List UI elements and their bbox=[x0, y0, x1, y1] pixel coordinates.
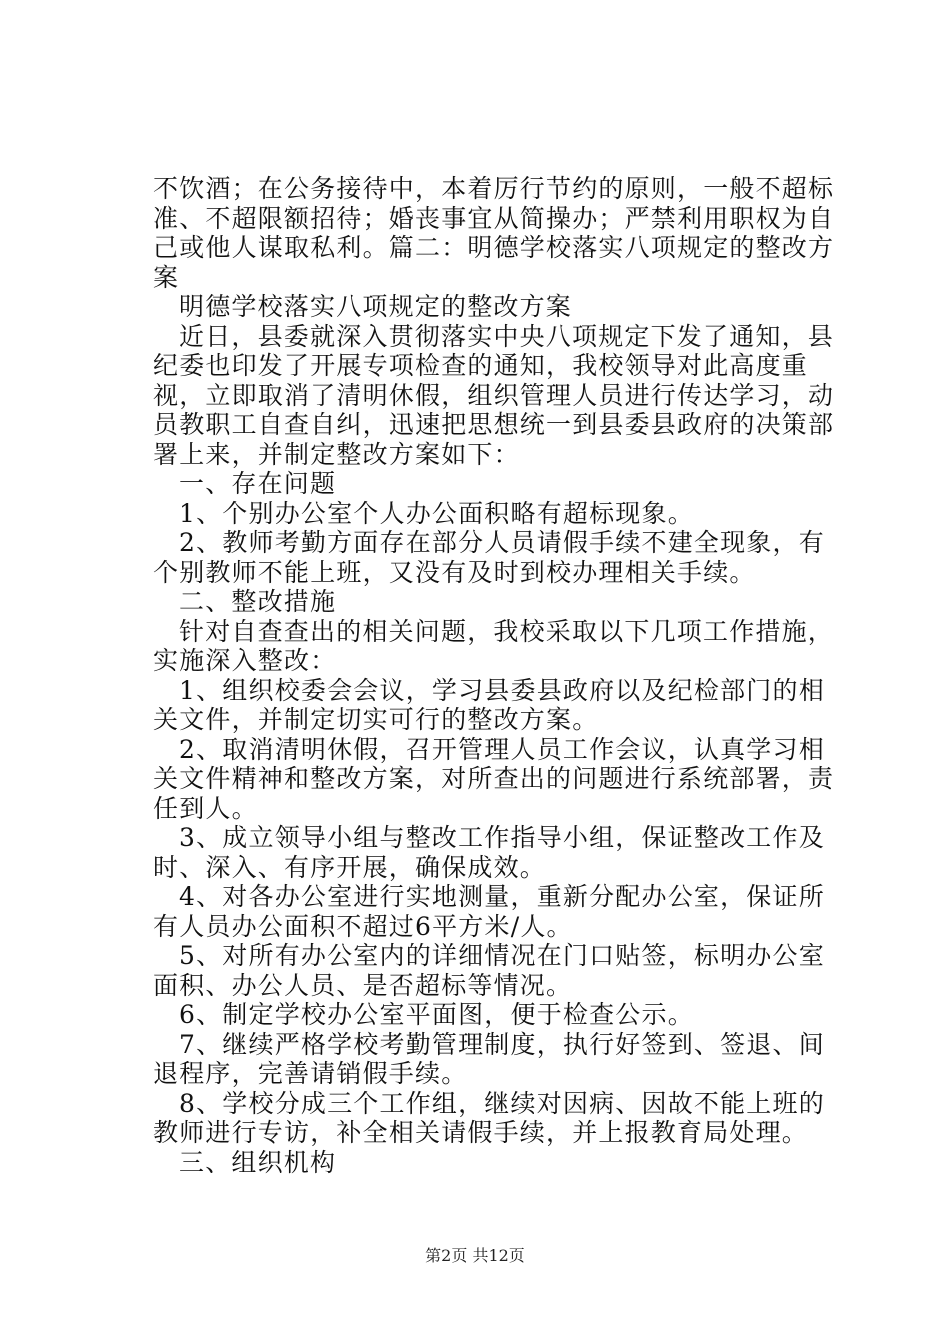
measure-item-2: 2、取消清明休假，召开管理人员工作会议，认真学习相关文件精神和整改方案，对所查出的问题进行系统部署，责任到人。 bbox=[153, 734, 835, 823]
measure-item-4: 4、对各办公室进行实地测量，重新分配办公室，保证所有人员办公面积不超过6平方米/人。 bbox=[153, 882, 825, 941]
problem-item-1: 1、个别办公室个人办公面积略有超标现象。 bbox=[179, 498, 694, 528]
problem-item-2: 2、教师考勤方面存在部分人员请假手续不建全现象，有个别教师不能上班，又没有及时到校办理相关手续。 bbox=[153, 528, 825, 587]
measures-intro: 针对自查查出的相关问题，我校采取以下几项工作措施，实施深入整改： bbox=[153, 616, 835, 675]
page-number-footer: 第2页 共12页 bbox=[425, 1246, 525, 1265]
measure-item-7: 7、继续严格学校考勤管理制度，执行好签到、签退、间退程序，完善请销假手续。 bbox=[153, 1029, 825, 1088]
measure-item-6: 6、制定学校办公室平面图，便于检查公示。 bbox=[179, 1000, 694, 1029]
section-heading-problems: 一、存在问题 bbox=[179, 469, 337, 498]
measure-item-8: 8、学校分成三个工作组，继续对因病、因故不能上班的教师进行专访，补全相关请假手续，并上报教育局处理。 bbox=[153, 1088, 825, 1147]
document-body bbox=[153, 174, 843, 1177]
paragraph-intro: 近日，县委就深入贯彻落实中央八项规定下发了通知，县纪委也印发了开展专项检查的通知，我校领导对此高度重视，立即取消了清明休假，组织管理人员进行传达学习，动员教职工自查自纠，迅速把思想统一到县委县政府的决策部署上来，并制定整改方案如下： bbox=[153, 321, 835, 469]
section-heading-measures: 二、整改措施 bbox=[179, 587, 337, 616]
measure-item-5: 5、对所有办公室内的详细情况在门口贴签，标明办公室面积、办公人员、是否超标等情况。 bbox=[153, 941, 825, 1000]
measure-item-1: 1、组织校委会会议，学习县委县政府以及纪检部门的相关文件，并制定切实可行的整改方案。 bbox=[153, 675, 825, 734]
paragraph-1: 不饮酒；在公务接待中，本着厉行节约的原则，一般不超标准、不超限额招待；婚丧事宜从简操办；严禁利用职权为自己或他人谋取私利。篇二：明德学校落实八项规定的整改方案 bbox=[153, 174, 835, 292]
measure-item-3: 3、成立领导小组与整改工作指导小组，保证整改工作及时、深入、有序开展，确保成效。 bbox=[153, 823, 825, 882]
paragraph-title: 明德学校落实八项规定的整改方案 bbox=[179, 292, 573, 321]
section-heading-organization: 三、组织机构 bbox=[179, 1147, 337, 1177]
